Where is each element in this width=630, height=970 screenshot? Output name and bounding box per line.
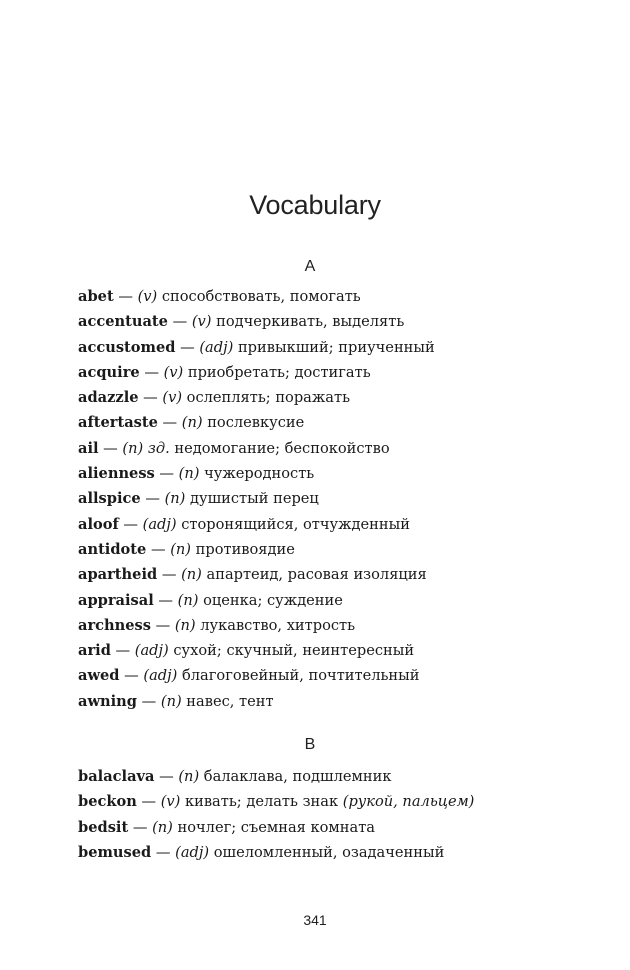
entry-part-of-speech: (n) [181, 414, 203, 432]
entry-dash: — [146, 540, 171, 558]
entry-part-of-speech: (v) [163, 363, 184, 381]
entry-dash: — [175, 338, 200, 356]
vocab-entry [78, 486, 435, 511]
entry-usage-example: (рукой, пальцем) [342, 793, 475, 811]
entry-part-of-speech: (n) [160, 692, 182, 710]
entry-part-of-speech: (n) [178, 465, 200, 483]
entry-dash: — [157, 566, 182, 584]
entry-dash: — [167, 313, 192, 331]
entry-part-of-speech: (n) [178, 768, 200, 785]
vocab-entry [78, 410, 435, 435]
vocab-entry [78, 613, 435, 638]
vocab-entry [78, 588, 435, 613]
entry-part-of-speech: (n) [122, 439, 144, 457]
entry-dash: — [136, 793, 161, 811]
entry-translation: ошеломленный, озадаченный [209, 843, 445, 861]
vocab-entry [78, 789, 474, 814]
vocab-entry [78, 689, 435, 714]
entry-part-of-speech: (n) [170, 540, 191, 558]
entry-dash: — [118, 515, 143, 533]
entry-translation: сторонящийся, отчужденный [176, 515, 410, 533]
entry-word: awed [78, 667, 120, 685]
entry-translation: благоговейный, почтительный [177, 667, 420, 685]
entry-part-of-speech: (v) [137, 288, 158, 305]
entry-translation: лукавство, хитрость [195, 616, 356, 634]
entry-part-of-speech: (n) [152, 818, 173, 836]
entry-word: beckon [78, 793, 137, 811]
entry-part-of-speech: (adj) [142, 515, 177, 533]
vocab-entry [78, 638, 435, 663]
entry-translation: противоядие [191, 540, 295, 558]
entry-translation: способствовать, помогать [157, 288, 361, 305]
vocab-entry [78, 284, 435, 309]
entry-part-of-speech: (v) [191, 313, 212, 331]
entry-word: apartheid [78, 566, 158, 584]
entry-dash: — [154, 768, 179, 785]
entry-translation: привыкший; приученный [233, 338, 435, 356]
vocab-entry [78, 562, 435, 587]
page-number: 341 [303, 912, 327, 928]
entry-word: alienness [78, 465, 155, 483]
entry-word: acquire [78, 363, 140, 381]
entry-part-of-speech: (n) [177, 591, 199, 609]
entry-translation: оценка; суждение [198, 591, 343, 609]
entry-dash: — [140, 490, 165, 508]
entry-dash: — [153, 591, 178, 609]
vocab-entry [78, 840, 474, 865]
entry-dash: — [137, 692, 161, 710]
entry-dash: — [98, 439, 123, 457]
entry-word: archness [78, 616, 151, 634]
entry-word: adazzle [78, 389, 139, 407]
entry-word: aftertaste [78, 414, 158, 432]
entry-usage-note: зд. [143, 439, 170, 457]
entry-part-of-speech: (n) [164, 490, 186, 508]
entry-translation: недомогание; беспокойство [169, 439, 390, 457]
entry-translation: приобретать; достигать [183, 363, 371, 381]
entry-word: antidote [78, 540, 147, 558]
entry-translation: апартеид, расовая изоляция [201, 566, 427, 584]
entry-dash: — [110, 642, 135, 660]
vocab-entry [78, 461, 435, 486]
entry-word: allspice [78, 490, 141, 508]
vocab-entry [78, 663, 435, 688]
entry-word: arid [78, 642, 111, 660]
vocab-entry [78, 385, 435, 410]
entry-dash: — [157, 414, 182, 432]
entry-translation: душистый перец [185, 490, 319, 508]
entry-dash: — [139, 363, 164, 381]
entry-part-of-speech: (adj) [175, 843, 210, 861]
entry-list-b [78, 764, 474, 865]
vocab-entry [78, 360, 435, 385]
entry-word: ail [78, 439, 99, 457]
entry-translation: ночлег; съемная комната [172, 818, 375, 836]
entry-dash: — [151, 843, 176, 861]
vocab-entry [78, 537, 435, 562]
vocab-entry [78, 335, 435, 360]
vocab-entry [78, 309, 435, 334]
entry-translation: сухой; скучный, неинтересный [168, 642, 415, 660]
section-letter-a: A [304, 258, 316, 275]
entry-dash: — [154, 465, 179, 483]
entry-word: abet [78, 288, 114, 305]
entry-part-of-speech: (n) [181, 566, 202, 584]
vocab-entry [78, 815, 474, 840]
entry-translation: послевкусие [202, 414, 305, 432]
entry-word: balaclava [78, 768, 155, 785]
entry-translation: кивать; делать знак [180, 793, 343, 811]
entry-part-of-speech: (v) [162, 389, 183, 407]
entry-translation: балаклава, подшлемник [199, 768, 392, 785]
entry-dash: — [113, 288, 138, 305]
entry-word: awning [78, 692, 137, 710]
entry-dash: — [138, 389, 163, 407]
entry-dash: — [128, 818, 153, 836]
entry-dash: — [150, 616, 175, 634]
entry-part-of-speech: (adj) [143, 667, 178, 685]
entry-translation: подчеркивать, выделять [211, 313, 405, 331]
entry-translation: чужеродность [199, 465, 315, 483]
entry-part-of-speech: (adj) [199, 338, 234, 356]
entry-word: aloof [78, 515, 119, 533]
vocab-entry [78, 764, 474, 789]
entry-dash: — [119, 667, 144, 685]
section-letter-b: B [304, 736, 316, 753]
entry-word: accentuate [78, 313, 168, 331]
entry-part-of-speech: (v) [160, 793, 181, 811]
entry-word: accustomed [78, 338, 176, 356]
entry-translation: ослеплять; поражать [182, 389, 351, 407]
entry-part-of-speech: (adj) [134, 642, 169, 660]
entry-list-a [78, 284, 435, 714]
entry-word: appraisal [78, 591, 154, 609]
entry-word: bedsit [78, 818, 129, 836]
entry-word: bemused [78, 843, 152, 861]
entry-translation: навес, тент [181, 692, 274, 710]
vocab-entry [78, 512, 435, 537]
page-title: Vocabulary [249, 190, 381, 220]
entry-part-of-speech: (n) [174, 616, 196, 634]
vocab-entry [78, 436, 435, 461]
